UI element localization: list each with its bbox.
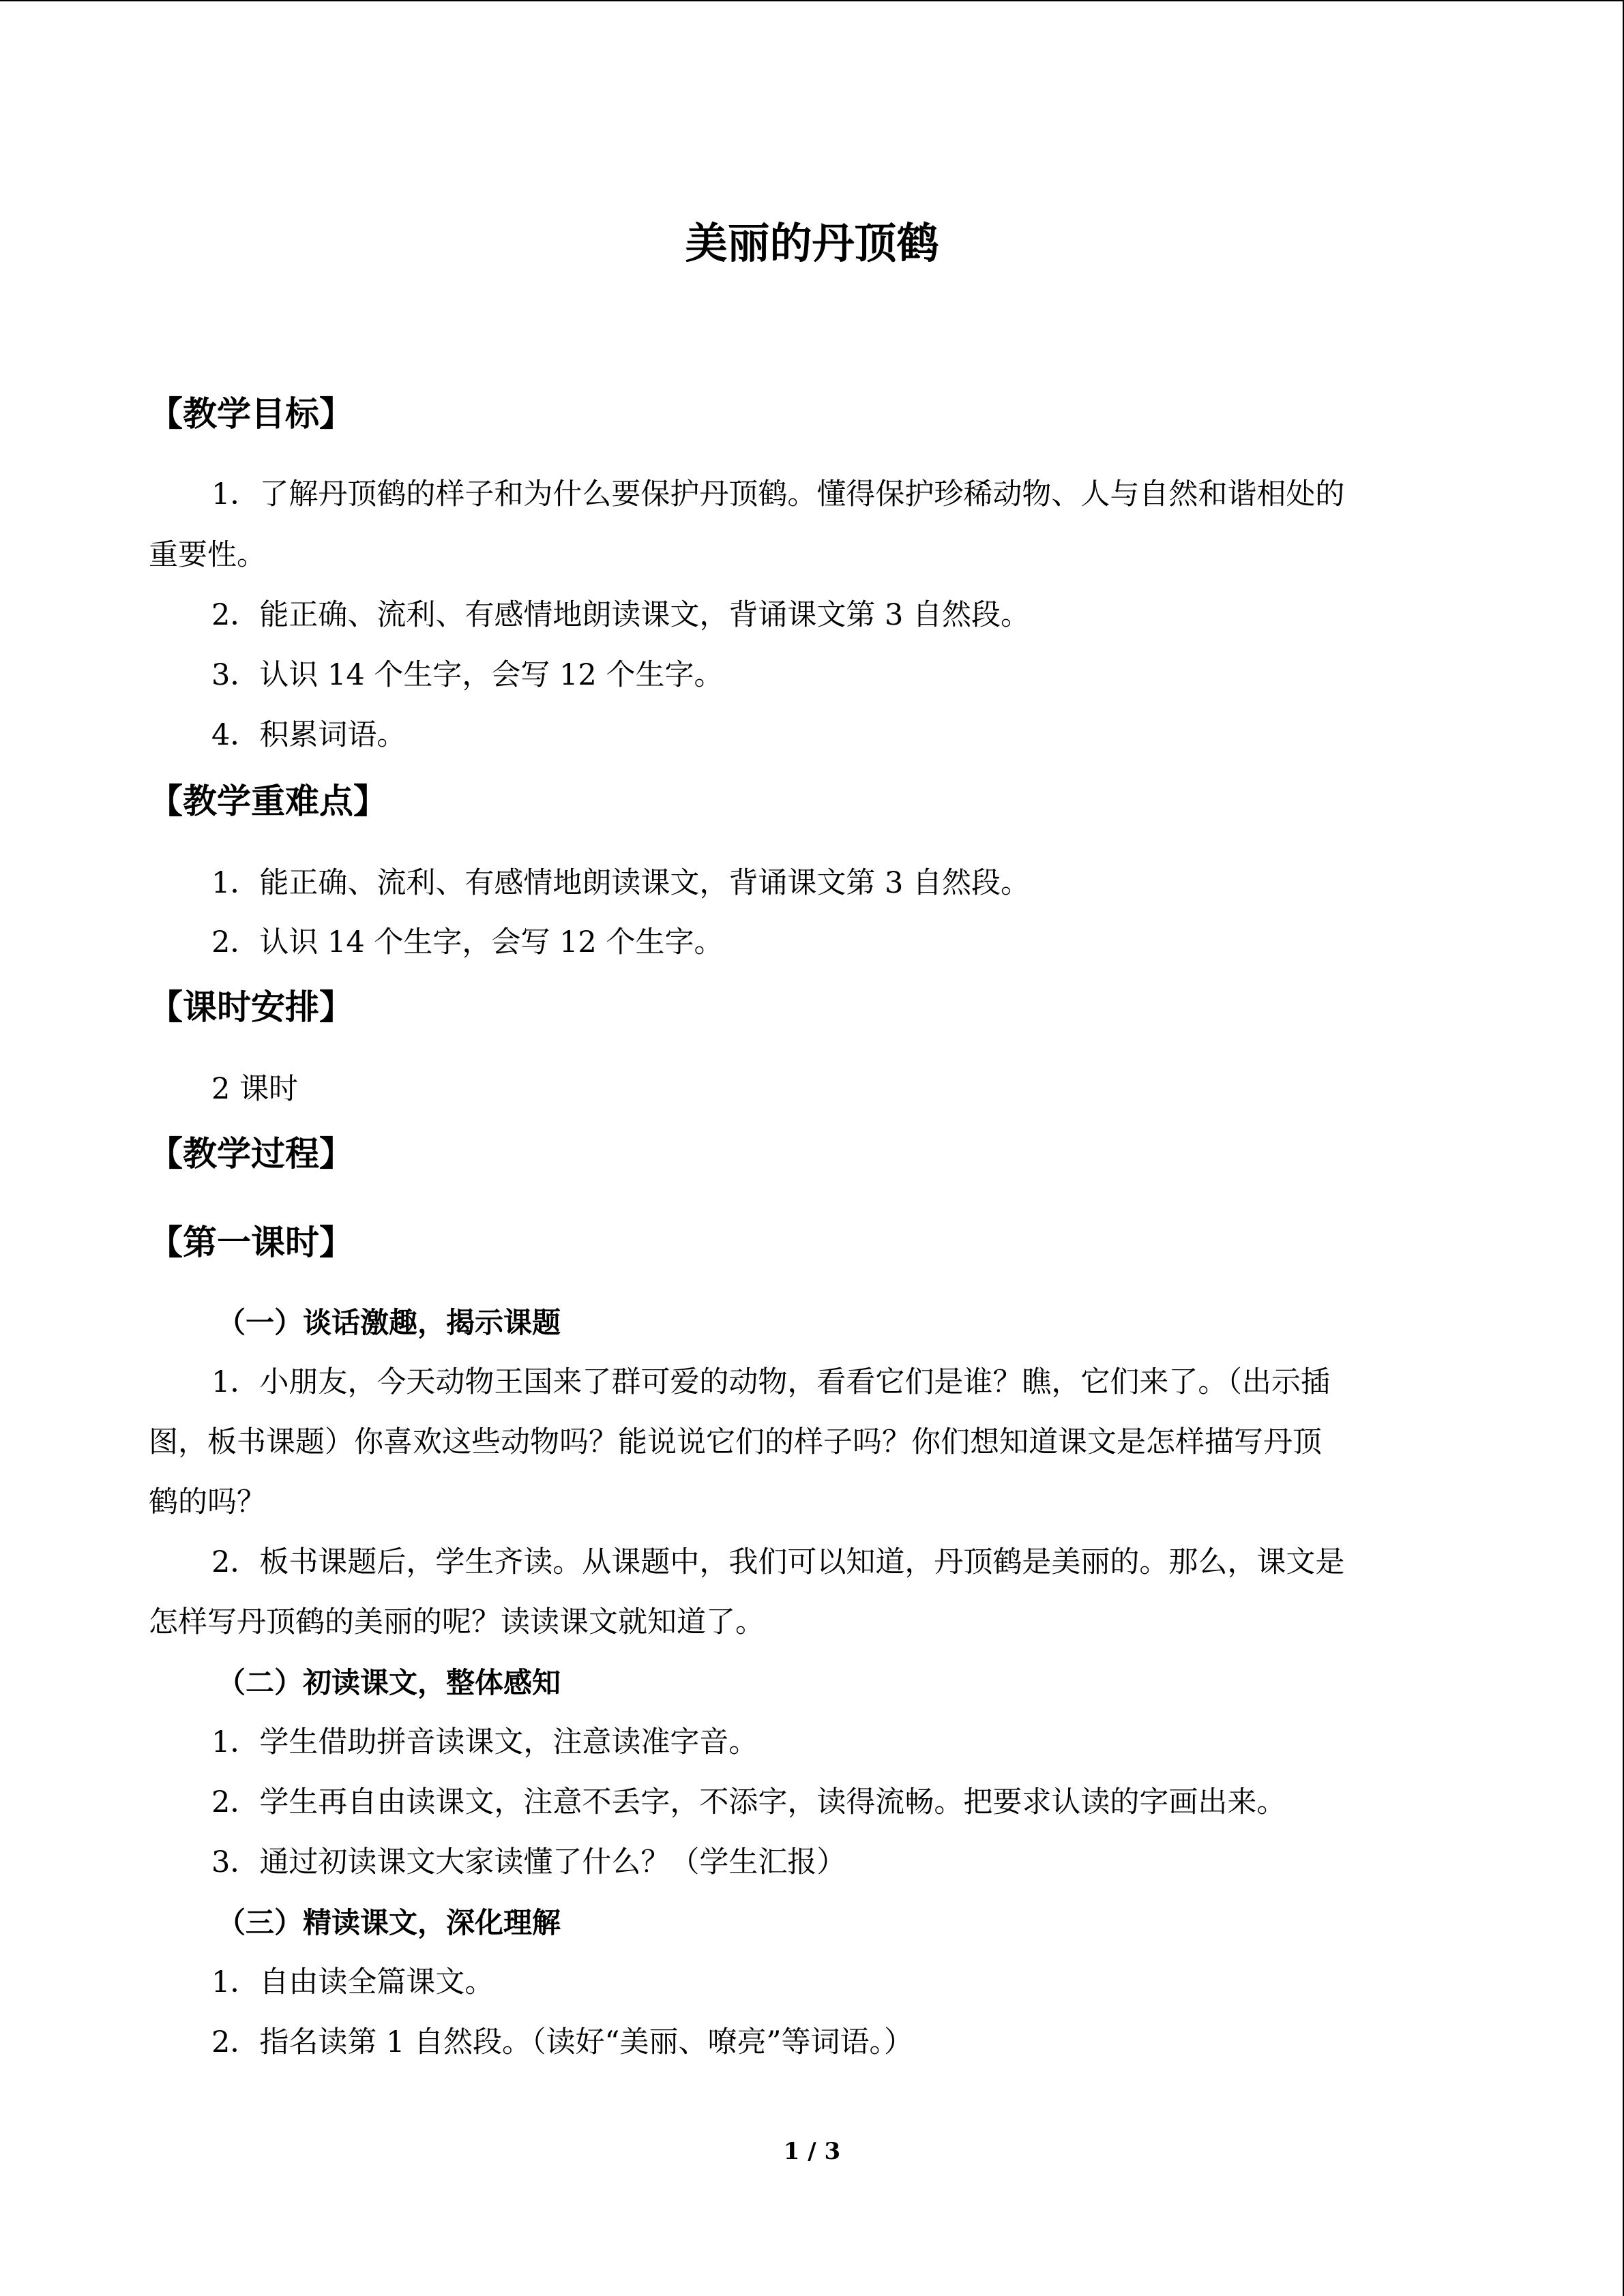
paragraph-line: 图，板书课题）你喜欢这些动物吗？能说说它们的样子吗？你们想知道课文是怎样描写丹顶 (149, 1425, 1322, 1459)
paragraph-line: 3．通过初读课文大家读懂了什么？（学生汇报） (211, 1845, 846, 1879)
part-title-2: （二）初读课文，整体感知 (217, 1666, 561, 1699)
goal-item: 2．能正确、流利、有感情地朗读课文，背诵课文第 3 自然段。 (211, 598, 1031, 632)
paragraph-line: 1．自由读全篇课文。 (211, 1965, 494, 1999)
paragraph-line: 2．指名读第 1 自然段。（读好“美丽、嘹亮”等词语。） (211, 2025, 914, 2059)
page-number: 1 / 3 (783, 2138, 841, 2165)
goal-item-continuation: 重要性。 (149, 538, 266, 572)
schedule-text: 2 课时 (211, 1072, 299, 1106)
goal-item: 3．认识 14 个生字，会写 12 个生字。 (211, 658, 724, 692)
paragraph-line: 怎样写丹顶鹤的美丽的呢？读读课文就知道了。 (149, 1605, 765, 1639)
document-title: 美丽的丹顶鹤 (685, 218, 939, 268)
section-heading-schedule: 【课时安排】 (149, 987, 353, 1027)
paragraph-line: 1．小朋友，今天动物王国来了群可爱的动物，看看它们是谁？瞧，它们来了。（出示插 (211, 1365, 1330, 1399)
section-heading-keypoints: 【教学重难点】 (149, 781, 387, 821)
keypoint-item: 2．认识 14 个生字，会写 12 个生字。 (211, 925, 724, 959)
part-title-1: （一）谈话激趣，揭示课题 (217, 1306, 561, 1339)
part-title-3: （三）精读课文，深化理解 (217, 1906, 561, 1939)
paragraph-line: 1．学生借助拼音读课文，注意读准字音。 (211, 1725, 758, 1759)
section-heading-lesson1: 【第一课时】 (149, 1223, 353, 1262)
keypoint-item: 1．能正确、流利、有感情地朗读课文，背诵课文第 3 自然段。 (211, 866, 1031, 900)
goal-item: 1．了解丹顶鹤的样子和为什么要保护丹顶鹤。懂得保护珍稀动物、人与自然和谐相处的 (211, 477, 1345, 511)
paragraph-line: 2．板书课题后，学生齐读。从课题中，我们可以知道，丹顶鹤是美丽的。那么，课文是 (211, 1545, 1345, 1579)
goal-item: 4．积累词语。 (211, 718, 407, 752)
paragraph-line: 2．学生再自由读课文，注意不丢字，不添字，读得流畅。把要求认读的字画出来。 (211, 1785, 1286, 1819)
paragraph-line: 鹤的吗？ (149, 1485, 266, 1519)
section-heading-goals: 【教学目标】 (149, 394, 353, 434)
section-heading-process: 【教学过程】 (149, 1134, 353, 1174)
